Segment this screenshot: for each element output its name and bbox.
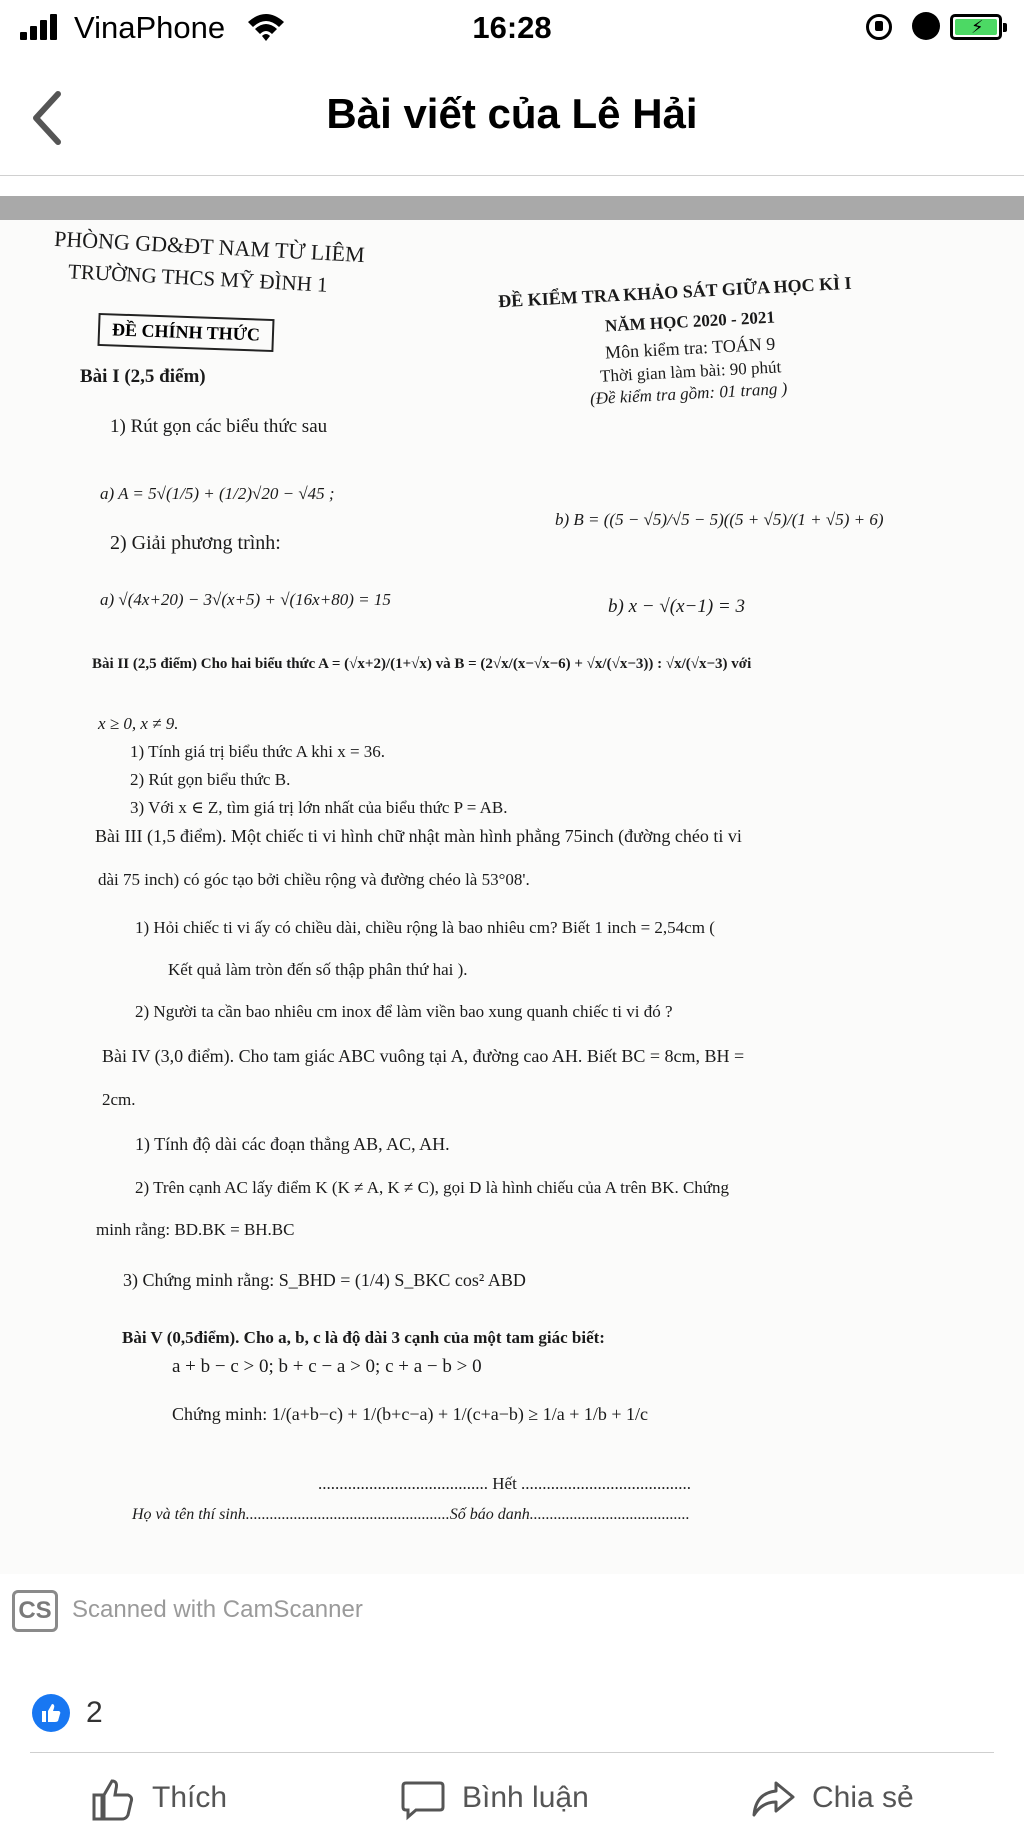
reaction-count: 2 <box>86 1696 103 1729</box>
exam-line: 2cm. <box>102 1090 136 1109</box>
exam-line: 1) Rút gọn các biểu thức sau <box>110 416 328 437</box>
exam-line: Bài III (1,5 điểm). Một chiếc ti vi hình chữ nhật màn hình phẳng 75inch (đường chéo ti vi <box>95 826 742 846</box>
exam-line: 3) Chứng minh rằng: S_BHD = (1/4) S_BKC cos² ABD <box>123 1270 526 1290</box>
share-label: Chia sẻ <box>812 1781 914 1814</box>
page-title: Bài viết của Lê Hải <box>326 90 698 137</box>
comment-label: Bình luận <box>462 1781 589 1814</box>
share-icon <box>750 1777 796 1821</box>
exam-line: minh rằng: BD.BK = BH.BC <box>96 1220 295 1239</box>
battery-icon: ⚡ <box>950 14 1002 40</box>
photo-top-edge <box>0 196 1024 220</box>
exam-line: a) A = 5√(1/5) + (1/2)√20 − √45 ; <box>100 484 335 503</box>
carrier-name: VinaPhone <box>74 10 226 45</box>
exam-paper <box>0 220 1024 1574</box>
exam-line: ........................................ Hết ........................................ <box>318 1474 692 1493</box>
clock: 16:28 <box>472 10 552 45</box>
exam-line: Chứng minh: 1/(a+b−c) + 1/(b+c−a) + 1/(c+a−b) ≥ 1/a + 1/b + 1/c <box>172 1404 649 1424</box>
school-name: TRƯỜNG THCS MỸ ĐÌNH 1 <box>67 259 329 297</box>
alarm-icon <box>912 12 940 40</box>
thumbs-up-icon <box>90 1777 136 1821</box>
exam-line: 2) Rút gọn biểu thức B. <box>130 770 291 789</box>
camscanner-logo: CS <box>12 1590 58 1632</box>
exam-line: Bài IV (3,0 điểm). Cho tam giác ABC vuông tại A, đường cao AH. Biết BC = 8cm, BH = <box>102 1046 745 1066</box>
exam-line: 2) Trên cạnh AC lấy điểm K (K ≠ A, K ≠ C), gọi D là hình chiếu của A trên BK. Chứng <box>135 1178 730 1197</box>
exam-page-note: (Đề kiểm tra gồm: 01 trang ) <box>589 378 788 409</box>
exam-line: Bài I (2,5 điểm) <box>80 366 206 387</box>
comment-button[interactable] <box>400 1777 589 1821</box>
exam-line: b) B = ((5 − √5)/√5 − 5)((5 + √5)/(1 + √5) + 6) <box>555 510 884 529</box>
exam-line: Họ và tên thí sinh...................................................Số báo danh........................................ <box>132 1506 690 1523</box>
post-action-bar <box>30 1752 994 1820</box>
exam-line: Kết quả làm tròn đến số thập phân thứ hai ). <box>168 960 468 979</box>
exam-line: 3) Với x ∈ Z, tìm giá trị lớn nhất của biểu thức P = AB. <box>130 798 508 817</box>
school-year: NĂM HỌC 2020 - 2021 <box>604 307 776 336</box>
exam-line: dài 75 inch) có góc tạo bởi chiều rộng và đường chéo là 53°08'. <box>98 870 530 889</box>
post-header <box>0 60 1024 176</box>
like-button[interactable] <box>90 1777 228 1821</box>
rotation-lock-icon <box>866 14 892 40</box>
exam-line: Bài V (0,5điểm). Cho a, b, c là độ dài 3 cạnh của một tam giác biết: <box>122 1328 605 1347</box>
status-bar <box>0 0 1024 56</box>
camscanner-text: Scanned with CamScanner <box>72 1596 363 1623</box>
exam-line: 1) Tính độ dài các đoạn thẳng AB, AC, AH. <box>135 1134 450 1154</box>
exam-line: Bài II (2,5 điểm) Cho hai biểu thức A = (√x+2)/(1+√x) và B = (2√x/(x−√x−6) + √x/(√x−3)) : √x/(√x−3) với <box>92 656 752 672</box>
exam-line: a + b − c > 0; b + c − a > 0; c + a − b > 0 <box>172 1356 482 1377</box>
exam-line: 1) Tính giá trị biểu thức A khi x = 36. <box>130 742 386 761</box>
exam-line: 2) Giải phương trình: <box>110 532 281 554</box>
exam-line: a) √(4x+20) − 3√(x+5) + √(16x+80) = 15 <box>100 590 391 609</box>
exam-subject: Môn kiểm tra: TOÁN 9 <box>604 333 776 363</box>
post-photo[interactable] <box>0 196 1024 1624</box>
exam-title: ĐỀ KIỂM TRA KHẢO SÁT GIỮA HỌC KÌ I <box>497 272 852 312</box>
comment-icon <box>400 1777 446 1821</box>
official-label: ĐỀ CHÍNH THỨC <box>97 313 274 352</box>
exam-line: 1) Hỏi chiếc ti vi ấy có chiều dài, chiều rộng là bao nhiêu cm? Biết 1 inch = 2,54cm ( <box>135 918 715 937</box>
like-label: Thích <box>152 1781 228 1814</box>
school-department: PHÒNG GD&ĐT NAM TỪ LIÊM <box>53 225 366 268</box>
share-button[interactable] <box>750 1777 914 1821</box>
exam-line: 2) Người ta cần bao nhiêu cm inox để làm viền bao xung quanh chiếc ti vi đó ? <box>135 1002 673 1021</box>
exam-duration: Thời gian làm bài: 90 phút <box>599 357 782 386</box>
like-reaction-icon <box>32 1694 70 1732</box>
exam-line: x ≥ 0, x ≠ 9. <box>98 714 179 733</box>
exam-line: b) x − √(x−1) = 3 <box>608 596 745 617</box>
